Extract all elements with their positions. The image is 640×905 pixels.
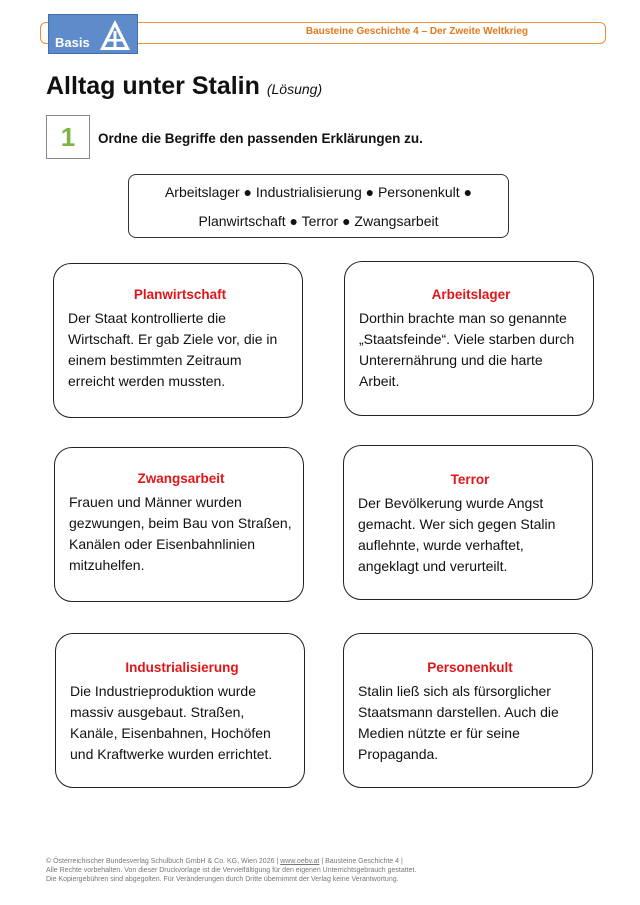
card-arbeitslager (344, 261, 594, 416)
footer-line-3: Die Kopiergebühren sind abgegolten. Für Veränderungen durch Dritte übernimmt der Verlag keine Verantwortung. (46, 876, 399, 883)
card-text: Der Staat kontrollierte die Wirtschaft. Er gab Ziele vor, die in einem bestimmten Zeitraum erreicht werden mussten. (68, 310, 278, 389)
footer (46, 857, 606, 884)
card-personenkult (343, 633, 593, 788)
logo-label: Basis (55, 35, 90, 50)
page-subtitle: (Lösung) (266, 81, 323, 97)
footer-line-2: Alle Rechte vorbehalten. Von dieser Druckvorlage ist die Vervielfältigung für den eigenen Unterrichtsgebrauch gestattet. (46, 867, 417, 874)
card-title: Planwirtschaft (133, 287, 227, 302)
card-title: Industrialisierung (125, 660, 239, 675)
terms-line-1: Arbeitslager ● Industrialisierung ● Personenkult ● (164, 184, 473, 200)
task-instruction: Ordne die Begriffe den passenden Erklärungen zu. (98, 131, 423, 146)
publisher-link[interactable]: www.oebv.at (280, 858, 320, 865)
task-number-box (46, 115, 90, 159)
footer-book: | Bausteine Geschichte 4 | (319, 858, 403, 865)
card-title: Personenkult (427, 660, 513, 675)
page-title-text: Alltag unter Stalin (46, 72, 260, 100)
page-title (46, 72, 322, 101)
card-planwirtschaft (53, 263, 303, 418)
terms-line-2: Planwirtschaft ● Terror ● Zwangsarbeit (198, 213, 439, 229)
terms-box (128, 174, 509, 238)
card-text: Die Industrieproduktion wurde massiv ausgebaut. Straßen, Kanäle, Eisenbahnen, Hochöfen und Kraftwerke wurden errichtet. (70, 683, 273, 762)
footer-copyright: © Österreichischer Bundesverlag Schulbuch GmbH & Co. KG, Wien 2026 | (46, 858, 281, 865)
card-text: Dorthin brachte man so genannte „Staatsfeinde“. Viele starben durch Unterernährung und die harte Arbeit. (359, 310, 575, 389)
card-text: Frauen und Männer wurden gezwungen, beim Bau von Straßen, Kanälen oder Eisenbahnlinien mitzuhelfen. (69, 494, 292, 573)
card-title: Arbeitslager (431, 287, 511, 302)
triangle-logo-icon (97, 17, 133, 53)
card-text: Der Bevölkerung wurde Angst gemacht. Wer sich gegen Stalin auflehnte, wurde verhaftet, angeklagt und verurteilt. (358, 495, 556, 574)
task-number: 1 (60, 121, 76, 152)
footer-line-1 (46, 857, 606, 866)
basis-logo (48, 14, 138, 54)
card-title: Zwangsarbeit (137, 471, 225, 486)
header-title: Bausteine Geschichte 4 – Der Zweite Weltkrieg (305, 26, 528, 37)
card-terror (343, 445, 593, 600)
card-zwangsarbeit (54, 447, 304, 602)
card-text: Stalin ließ sich als fürsorglicher Staatsmann darstellen. Auch die Medien nützte er für seine Propaganda. (358, 683, 559, 762)
card-industrialisierung (55, 633, 305, 788)
card-title: Terror (450, 472, 490, 487)
